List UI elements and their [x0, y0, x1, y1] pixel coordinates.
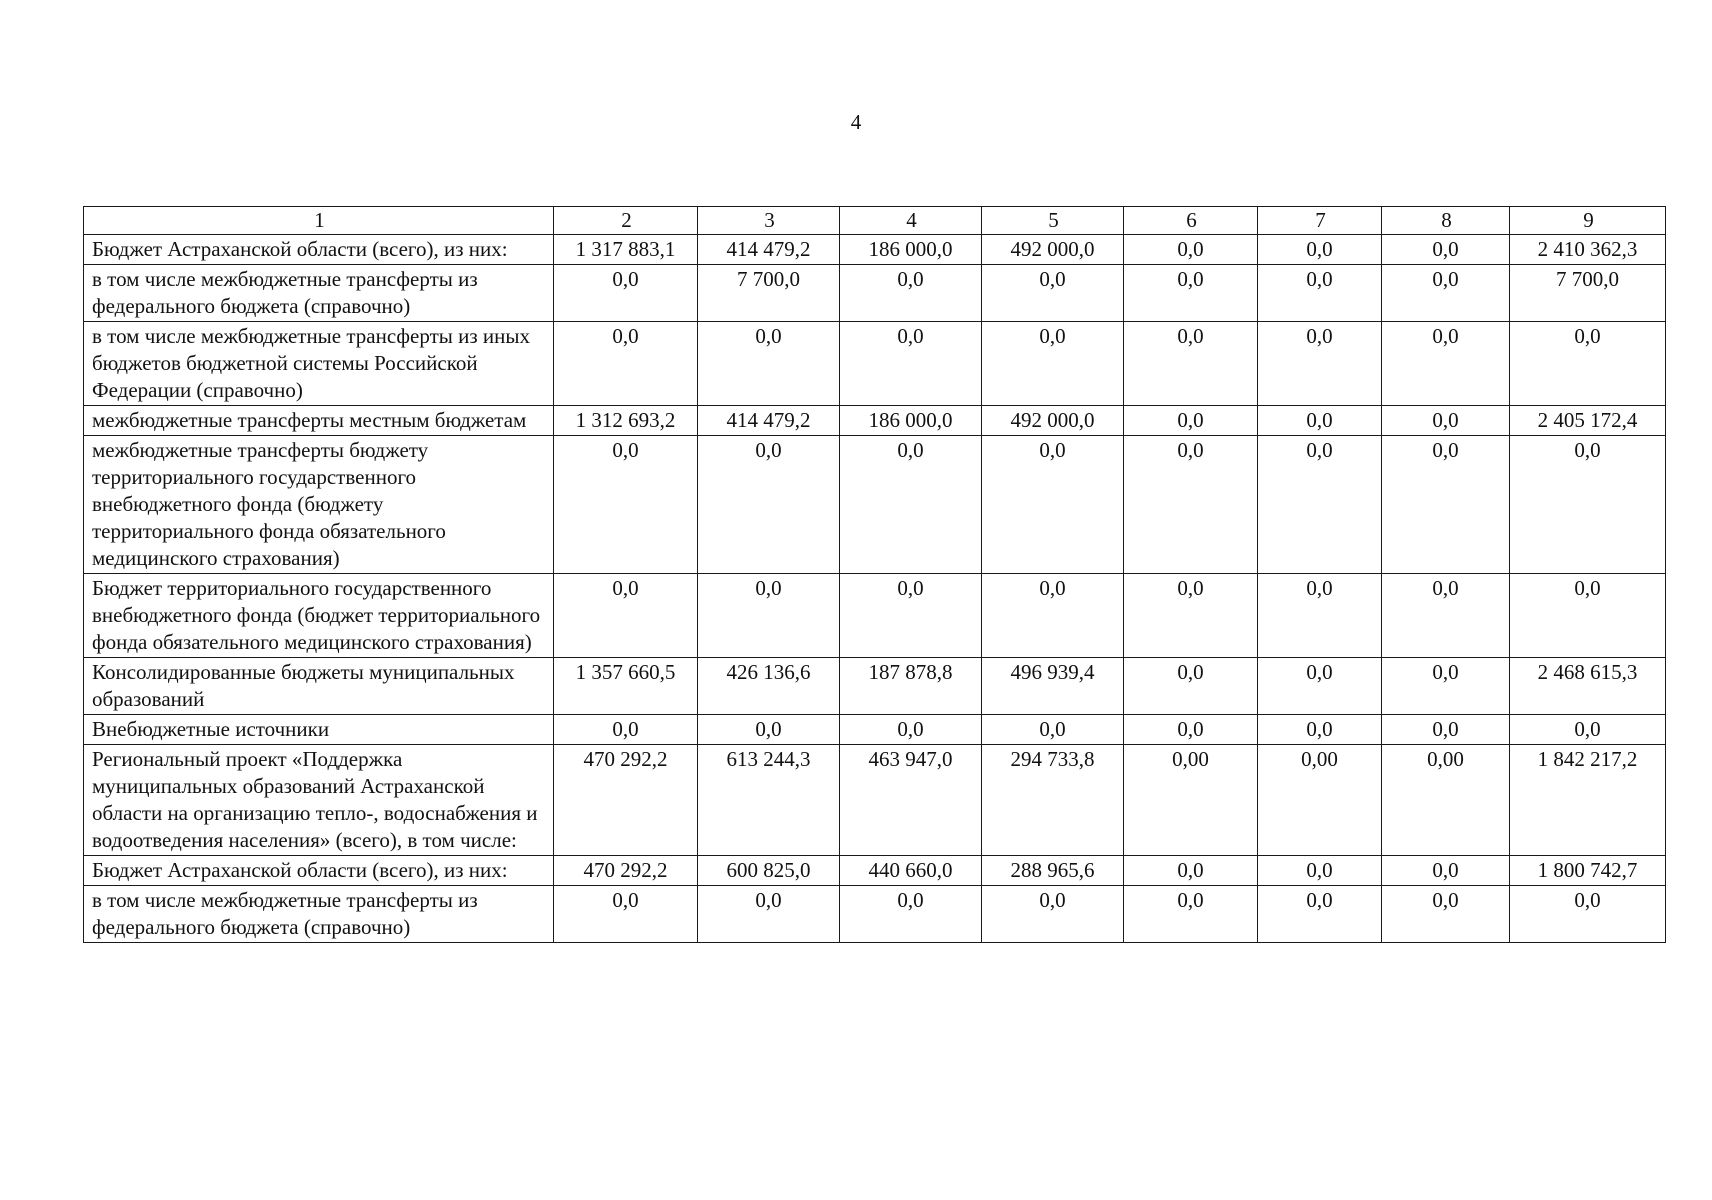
cell-value: 414 479,2 [698, 406, 840, 436]
cell-value: 1 842 217,2 [1510, 745, 1666, 856]
cell-value: 0,0 [1382, 658, 1510, 715]
cell-value: 0,0 [1124, 658, 1258, 715]
cell-value: 0,0 [1382, 322, 1510, 406]
column-header-8: 8 [1382, 207, 1510, 235]
cell-value: 0,0 [1258, 322, 1382, 406]
cell-value: 186 000,0 [840, 235, 982, 265]
cell-value: 0,0 [982, 886, 1124, 943]
cell-value: 0,00 [1382, 745, 1510, 856]
cell-value: 186 000,0 [840, 406, 982, 436]
table-row [84, 265, 1666, 322]
table-row [84, 745, 1666, 856]
row-label: Консолидированные бюджеты муниципальных образований [84, 658, 554, 715]
table-row [84, 406, 1666, 436]
cell-value: 0,0 [1382, 715, 1510, 745]
cell-value: 0,0 [1124, 436, 1258, 574]
cell-value: 0,0 [1258, 574, 1382, 658]
row-label: в том числе межбюджетные трансферты из федерального бюджета (справочно) [84, 886, 554, 943]
cell-value: 0,0 [982, 436, 1124, 574]
cell-value: 0,0 [1124, 856, 1258, 886]
cell-value: 7 700,0 [1510, 265, 1666, 322]
table-row [84, 886, 1666, 943]
column-header-3: 3 [698, 207, 840, 235]
row-label: Внебюджетные источники [84, 715, 554, 745]
cell-value: 0,0 [698, 436, 840, 574]
cell-value: 0,0 [1258, 856, 1382, 886]
cell-value: 0,0 [840, 436, 982, 574]
cell-value: 0,0 [554, 265, 698, 322]
cell-value: 0,0 [1510, 715, 1666, 745]
cell-value: 0,0 [1258, 886, 1382, 943]
cell-value: 0,0 [1124, 715, 1258, 745]
cell-value: 2 468 615,3 [1510, 658, 1666, 715]
cell-value: 0,0 [1124, 886, 1258, 943]
cell-value: 440 660,0 [840, 856, 982, 886]
table-row [84, 856, 1666, 886]
cell-value: 463 947,0 [840, 745, 982, 856]
cell-value: 0,0 [1258, 406, 1382, 436]
cell-value: 0,0 [982, 715, 1124, 745]
page-number: 4 [850, 110, 862, 134]
cell-value: 470 292,2 [554, 856, 698, 886]
cell-value: 0,0 [1258, 436, 1382, 574]
cell-value: 492 000,0 [982, 235, 1124, 265]
cell-value: 0,0 [1382, 574, 1510, 658]
cell-value: 492 000,0 [982, 406, 1124, 436]
cell-value: 0,0 [840, 265, 982, 322]
table-row [84, 715, 1666, 745]
cell-value: 0,0 [1258, 658, 1382, 715]
cell-value: 0,0 [1124, 235, 1258, 265]
cell-value: 7 700,0 [698, 265, 840, 322]
cell-value: 1 312 693,2 [554, 406, 698, 436]
cell-value: 600 825,0 [698, 856, 840, 886]
table-row [84, 436, 1666, 574]
cell-value: 1 800 742,7 [1510, 856, 1666, 886]
cell-value: 2 410 362,3 [1510, 235, 1666, 265]
cell-value: 470 292,2 [554, 745, 698, 856]
row-label: межбюджетные трансферты местным бюджетам [84, 406, 554, 436]
column-header-4: 4 [840, 207, 982, 235]
cell-value: 0,00 [1124, 745, 1258, 856]
cell-value: 0,0 [1510, 436, 1666, 574]
row-label: Бюджет Астраханской области (всего), из них: [84, 235, 554, 265]
cell-value: 0,0 [982, 265, 1124, 322]
row-label: Бюджет территориального государственного внебюджетного фонда (бюджет территориального фонда обязательного медицинского страхования) [84, 574, 554, 658]
row-label: Региональный проект «Поддержка муниципальных образований Астраханской области на организацию тепло-, водоснабжения и водоотведения населения» (всего), в том числе: [84, 745, 554, 856]
column-header-1: 1 [84, 207, 554, 235]
cell-value: 0,0 [1382, 856, 1510, 886]
cell-value: 0,0 [698, 574, 840, 658]
row-label: в том числе межбюджетные трансферты из федерального бюджета (справочно) [84, 265, 554, 322]
cell-value: 0,0 [554, 715, 698, 745]
table-row [84, 235, 1666, 265]
table-row [84, 574, 1666, 658]
cell-value: 0,0 [554, 322, 698, 406]
cell-value: 0,0 [840, 886, 982, 943]
cell-value: 294 733,8 [982, 745, 1124, 856]
row-label: Бюджет Астраханской области (всего), из них: [84, 856, 554, 886]
cell-value: 0,0 [1382, 235, 1510, 265]
cell-value: 414 479,2 [698, 235, 840, 265]
column-header-7: 7 [1258, 207, 1382, 235]
cell-value: 0,0 [1382, 436, 1510, 574]
column-header-2: 2 [554, 207, 698, 235]
column-header-6: 6 [1124, 207, 1258, 235]
cell-value: 0,0 [1124, 574, 1258, 658]
table-body [84, 235, 1666, 943]
cell-value: 0,0 [1258, 235, 1382, 265]
cell-value: 0,0 [1510, 322, 1666, 406]
cell-value: 2 405 172,4 [1510, 406, 1666, 436]
cell-value: 0,0 [1124, 265, 1258, 322]
cell-value: 0,0 [1258, 715, 1382, 745]
cell-value: 187 878,8 [840, 658, 982, 715]
row-label: в том числе межбюджетные трансферты из иных бюджетов бюджетной системы Российской Федерации (справочно) [84, 322, 554, 406]
cell-value: 0,0 [840, 322, 982, 406]
row-label: межбюджетные трансферты бюджету территориального государственного внебюджетного фонда (бюджету территориального фонда обязательного медицинского страхования) [84, 436, 554, 574]
cell-value: 0,0 [1382, 265, 1510, 322]
cell-value: 0,0 [698, 322, 840, 406]
cell-value: 496 939,4 [982, 658, 1124, 715]
cell-value: 0,0 [982, 574, 1124, 658]
cell-value: 0,0 [1510, 574, 1666, 658]
cell-value: 0,0 [1382, 886, 1510, 943]
cell-value: 0,0 [1124, 406, 1258, 436]
column-header-5: 5 [982, 207, 1124, 235]
cell-value: 0,0 [1510, 886, 1666, 943]
cell-value: 0,0 [554, 886, 698, 943]
cell-value: 288 965,6 [982, 856, 1124, 886]
column-header-9: 9 [1510, 207, 1666, 235]
cell-value: 0,0 [1124, 322, 1258, 406]
cell-value: 613 244,3 [698, 745, 840, 856]
cell-value: 1 357 660,5 [554, 658, 698, 715]
cell-value: 0,0 [840, 574, 982, 658]
cell-value: 1 317 883,1 [554, 235, 698, 265]
cell-value: 0,0 [1382, 406, 1510, 436]
budget-table [83, 206, 1666, 943]
cell-value: 0,0 [554, 574, 698, 658]
cell-value: 0,0 [840, 715, 982, 745]
cell-value: 0,0 [1258, 265, 1382, 322]
cell-value: 0,00 [1258, 745, 1382, 856]
header-row [84, 207, 1666, 235]
table-row [84, 322, 1666, 406]
cell-value: 0,0 [982, 322, 1124, 406]
cell-value: 0,0 [698, 715, 840, 745]
cell-value: 0,0 [698, 886, 840, 943]
cell-value: 426 136,6 [698, 658, 840, 715]
table-row [84, 658, 1666, 715]
cell-value: 0,0 [554, 436, 698, 574]
